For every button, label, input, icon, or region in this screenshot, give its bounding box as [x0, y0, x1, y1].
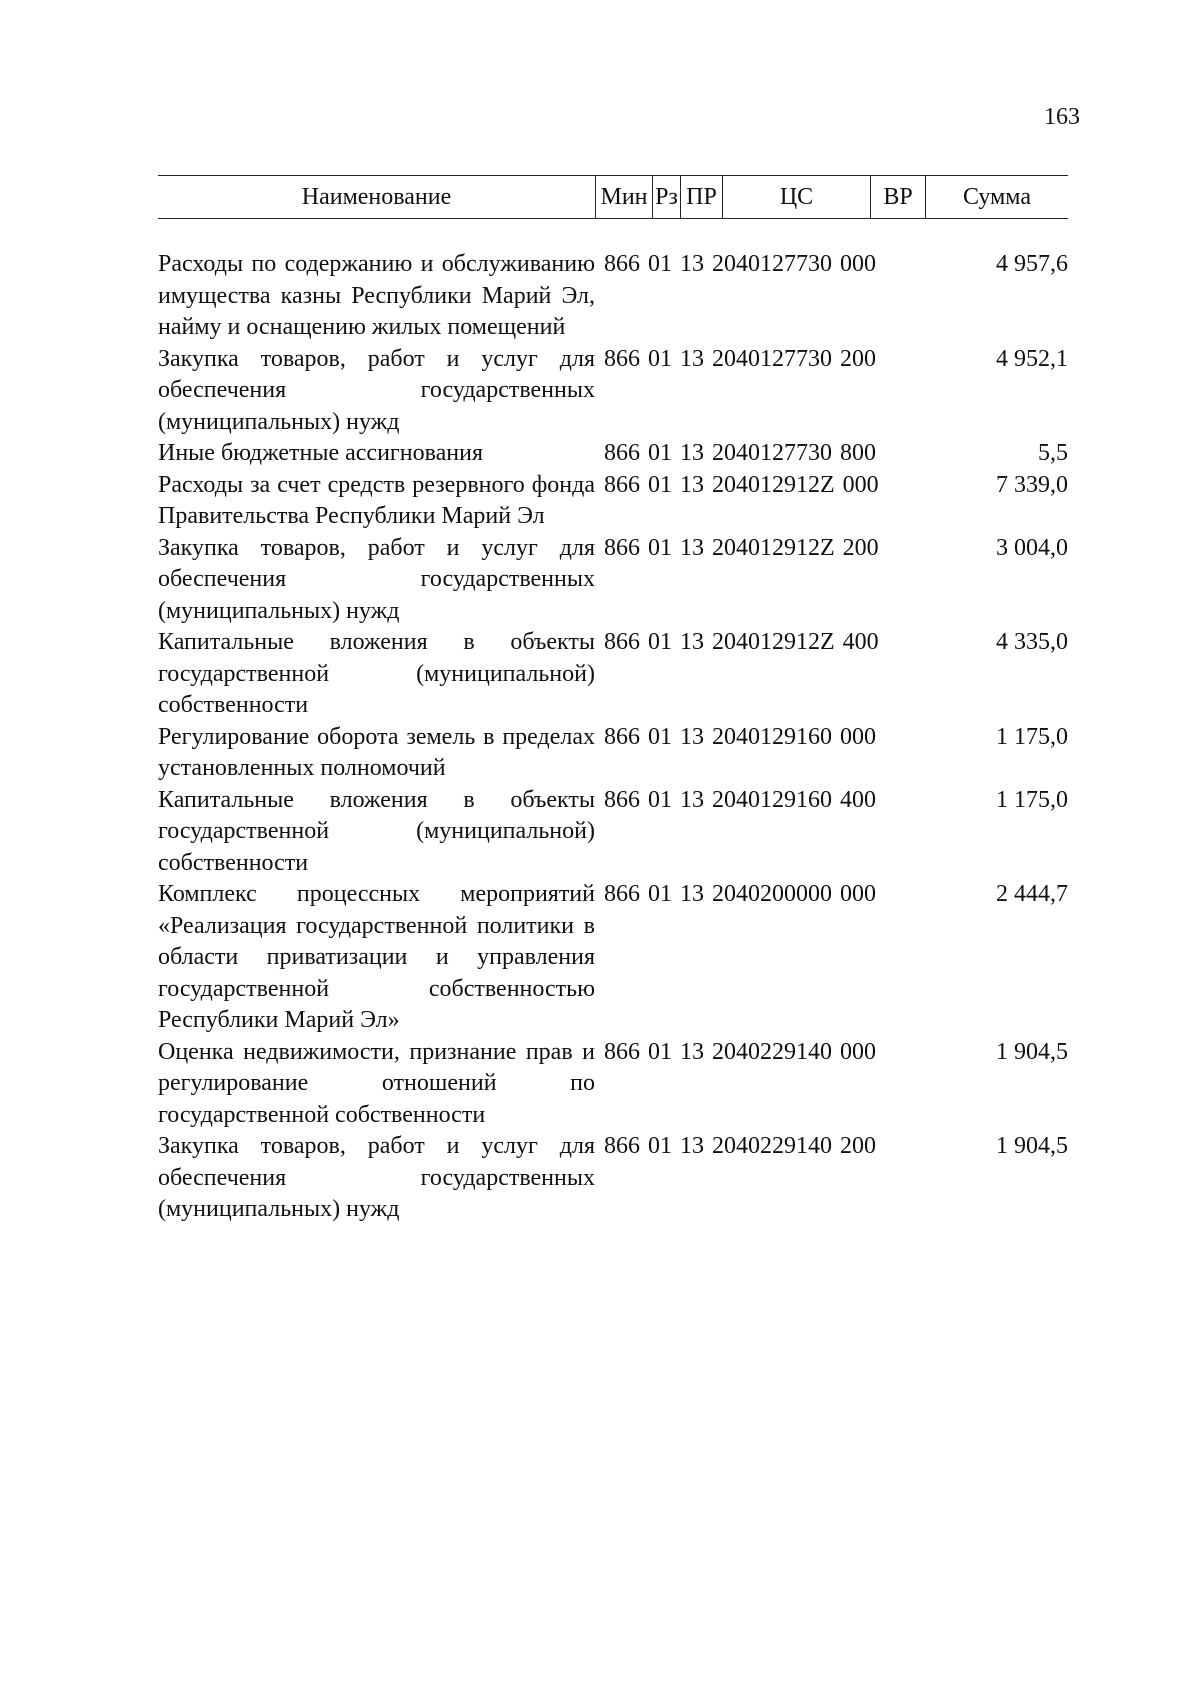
row-name: Капитальные вложения в объекты государственной (муниципальной) собственности: [158, 786, 595, 876]
header-vr: ВР: [870, 176, 925, 218]
row-name: Закупка товаров, работ и услуг для обеспечения государственных (муниципальных) нужд: [158, 345, 595, 435]
row-codes: 866 01 13 204012912Z 000: [604, 471, 879, 498]
row-sum: 4 335,0: [996, 629, 1068, 655]
header-sum: Сумма: [925, 176, 1068, 218]
row-codes: 866 01 13 2040229140 000: [604, 1038, 876, 1065]
row-sum: 4 957,6: [996, 251, 1068, 277]
table-row: [158, 344, 1068, 439]
row-codes: 866 01 13 204012912Z 200: [604, 534, 879, 561]
table-row: [158, 438, 1068, 470]
table-row: [158, 722, 1068, 785]
table-header: [158, 175, 1068, 219]
row-name: Закупка товаров, работ и услуг для обеспечения государственных (муниципальных) нужд: [158, 534, 595, 624]
table-row: [158, 879, 1068, 1037]
table-row: [158, 1037, 1068, 1132]
header-cs: ЦС: [722, 176, 870, 218]
table-row: [158, 470, 1068, 533]
table-row: [158, 1131, 1068, 1226]
table-row: [158, 533, 1068, 628]
row-codes: 866 01 13 2040127730 200: [604, 345, 876, 372]
page-number: 163: [1044, 104, 1080, 130]
row-codes: 866 01 13 2040200000 000: [604, 881, 876, 907]
row-sum: 1 904,5: [996, 1038, 1068, 1065]
row-name: Регулирование оборота земель в пределах установленных полномочий: [158, 723, 595, 781]
table-row: [158, 785, 1068, 880]
header-rz: Рз: [652, 176, 680, 218]
row-name: Закупка товаров, работ и услуг для обеспечения государственных (муниципальных) нужд: [158, 1133, 595, 1222]
row-sum: 2 444,7: [996, 881, 1068, 907]
header-name: Наименование: [301, 183, 452, 210]
row-sum: 4 952,1: [996, 345, 1068, 372]
row-name: Расходы по содержанию и обслуживанию имущества казны Республики Марий Эл, найму и оснащению жилых помещений: [158, 251, 595, 340]
row-sum: 1 175,0: [996, 723, 1068, 750]
row-name: Комплекс процессных мероприятий «Реализация государственной политики в области приватизации и управления государственной собственностью Республики Марий Эл»: [158, 881, 595, 1033]
row-name: Расходы за счет средств резервного фонда Правительства Республики Марий Эл: [158, 471, 595, 529]
row-codes: 866 01 13 2040127730 800: [604, 440, 876, 466]
row-codes: 866 01 13 2040127730 000: [604, 251, 876, 277]
budget-table: [158, 175, 1068, 1226]
row-codes: 866 01 13 204012912Z 400: [604, 629, 879, 655]
row-sum: 3 004,0: [996, 534, 1068, 561]
row-sum: 1 904,5: [996, 1133, 1068, 1159]
header-pr: ПР: [680, 176, 722, 218]
table-body: [158, 249, 1068, 1226]
row-sum: 1 175,0: [996, 786, 1068, 813]
row-codes: 866 01 13 2040129160 400: [604, 786, 876, 813]
row-sum: 5,5: [1038, 440, 1068, 466]
row-codes: 866 01 13 2040229140 200: [604, 1133, 876, 1159]
header-min: Мин: [595, 176, 652, 218]
row-name: Капитальные вложения в объекты государственной (муниципальной) собственности: [158, 629, 595, 718]
row-name: Оценка недвижимости, признание прав и регулирование отношений по государственной собственности: [158, 1038, 595, 1128]
row-sum: 7 339,0: [996, 471, 1068, 498]
row-name: Иные бюджетные ассигнования: [158, 440, 483, 466]
table-row: [158, 627, 1068, 722]
table-row: [158, 249, 1068, 344]
row-codes: 866 01 13 2040129160 000: [604, 723, 876, 750]
